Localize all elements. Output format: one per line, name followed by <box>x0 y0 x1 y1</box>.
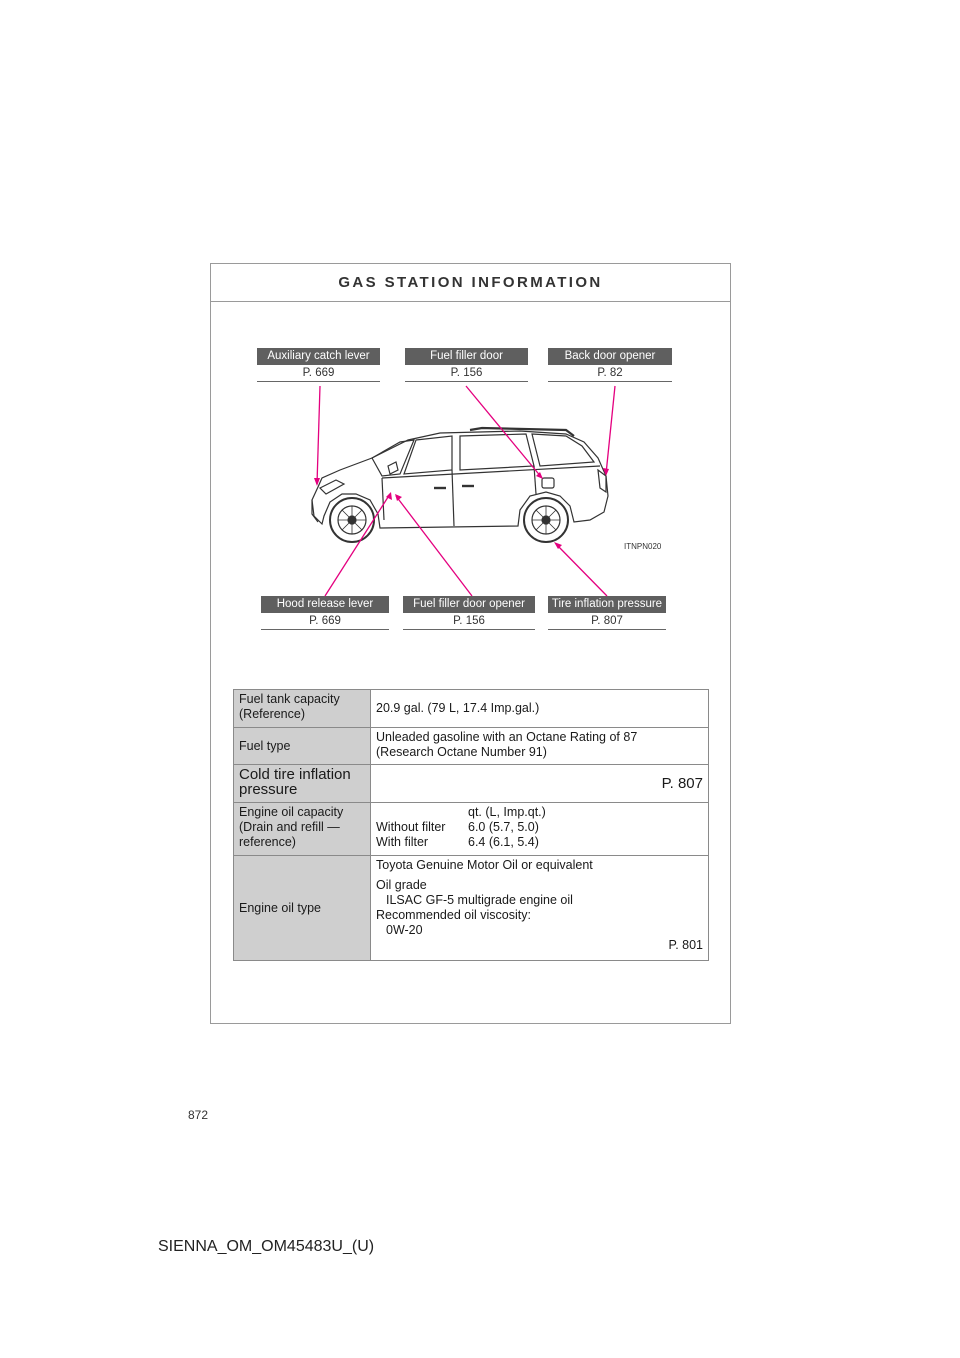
callout-ref[interactable]: P. 156 <box>453 615 485 627</box>
oil-type-line: Oil grade <box>376 878 427 892</box>
cold-tire-inflation-header: Cold tire inflation pressure <box>234 765 371 803</box>
page-title: GAS STATION INFORMATION <box>338 274 603 291</box>
fuel-type-line: (Research Octane Number 91) <box>376 745 547 759</box>
callout-label: Hood release lever <box>261 596 389 613</box>
oil-capacity-row <box>376 835 703 850</box>
callout-ref[interactable]: P. 669 <box>302 367 335 379</box>
oil-capacity-amount: 6.0 (5.7, 5.0) <box>468 820 539 834</box>
table-row <box>234 690 709 728</box>
oil-type-ref[interactable]: P. 801 <box>668 938 703 952</box>
callout-label: Tire inflation pressure <box>548 596 666 613</box>
callout-ref[interactable]: P. 156 <box>450 367 483 379</box>
fuel-filler-door <box>542 478 554 488</box>
oil-type-line: Toyota Genuine Motor Oil or equivalent <box>376 858 593 872</box>
table-row <box>234 728 709 765</box>
rear-spokes <box>532 506 560 534</box>
engine-oil-capacity-header: Engine oil capacity (Drain and refill — reference) <box>234 803 371 856</box>
oil-capacity-unit-row <box>376 805 703 820</box>
table-row <box>234 765 709 803</box>
oil-type-line: 0W-20 <box>386 923 423 937</box>
pointer-tire-inflation-pressure <box>556 544 607 596</box>
oil-type-line: Recommended oil viscosity: <box>376 908 531 922</box>
callout-label: Fuel filler door opener <box>403 596 535 613</box>
fuel-type-value <box>371 728 709 765</box>
callout-label: Auxiliary catch lever <box>257 348 380 365</box>
oil-capacity-amount: 6.4 (6.1, 5.4) <box>468 835 539 849</box>
fuel-type-header: Fuel type <box>234 728 371 765</box>
callout-label: Fuel filler door <box>405 348 528 365</box>
gas-station-info-table <box>233 689 709 961</box>
callout-ref[interactable]: P. 807 <box>591 615 623 627</box>
oil-capacity-unit: qt. (L, Imp.qt.) <box>468 805 546 819</box>
engine-oil-type-value <box>371 856 709 961</box>
oil-type-line: ILSAC GF-5 multigrade engine oil <box>386 893 573 907</box>
oil-capacity-row <box>376 820 703 835</box>
callout-ref[interactable]: P. 82 <box>597 367 623 379</box>
page-number: 872 <box>188 1108 209 1122</box>
callout-ref[interactable]: P. 669 <box>309 615 341 627</box>
table-row <box>234 856 709 961</box>
front-spokes <box>338 506 366 534</box>
cold-tire-inflation-ref[interactable]: P. 807 <box>371 765 709 803</box>
oil-capacity-label: Without filter <box>376 820 446 834</box>
table-row <box>234 803 709 856</box>
pointer-auxiliary-catch-lever <box>317 386 320 484</box>
engine-oil-type-header: Engine oil type <box>234 856 371 961</box>
arrowhead <box>554 542 562 549</box>
oil-capacity-label: With filter <box>376 835 429 849</box>
minivan-illustration <box>312 428 608 542</box>
fuel-tank-capacity-header: Fuel tank capacity (Reference) <box>234 690 371 728</box>
callout-label: Back door opener <box>548 348 672 365</box>
footer-doc-id: SIENNA_OM_OM45483U_(U) <box>158 1238 375 1255</box>
fuel-tank-capacity-value: 20.9 gal. (79 L, 17.4 Imp.gal.) <box>371 690 709 728</box>
figure-code: ITNPN020 <box>624 542 662 551</box>
fuel-type-line: Unleaded gasoline with an Octane Rating of 87 <box>376 730 638 744</box>
engine-oil-capacity-value <box>371 803 709 856</box>
pointer-back-door-opener <box>606 386 615 474</box>
